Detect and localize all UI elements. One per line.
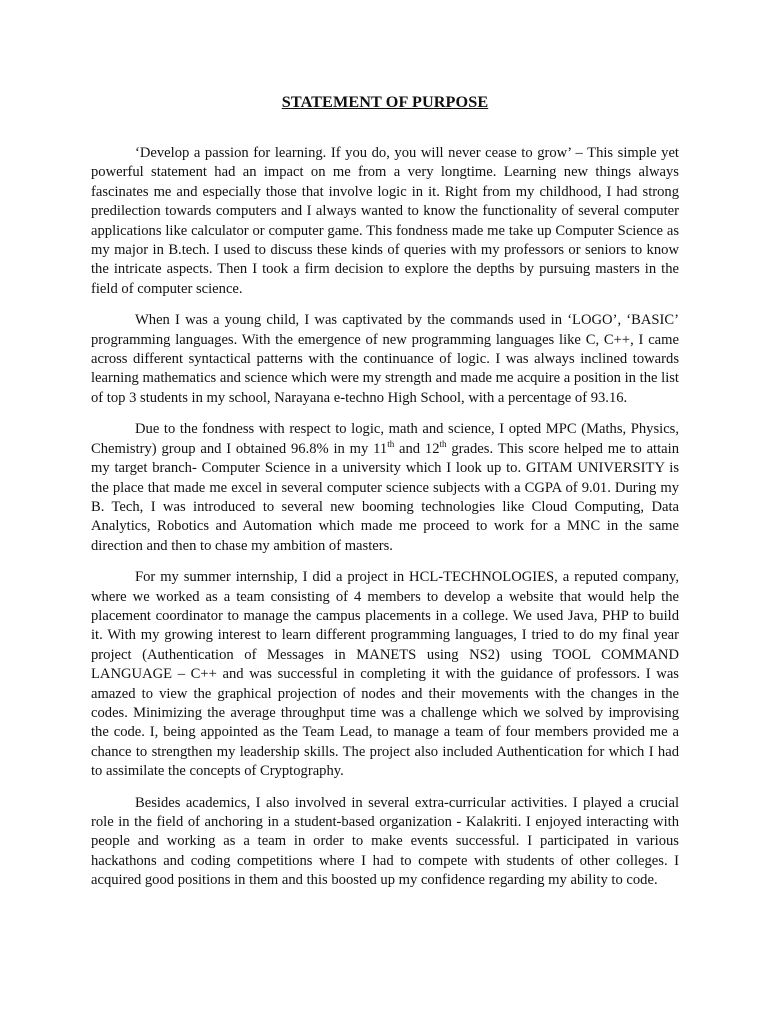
paragraph-passion: ‘Develop a passion for learning. If you do, you will never cease to grow’ – This simple yet powerful statement had an impact on me from a very longtime. Learning new things always fascinates me and especially those that involve logic in it. Right from my childhood, I had strong predilection towards computers and I always wanted to know the functionality of several computer applications like calculator or computer game. This fondness made me take up Computer Science as my major in B.tech. I used to discuss these kinds of queries with my professors or seniors to know the intricate aspects. Then I took a firm decision to explore the depths by pursuing masters in the field of computer science. [91,145,679,297]
paragraph-extracurricular: Besides academics, I also involved in several extra-curricular activities. I played a crucial role in the field of anchoring in a student-based organization - Kalakriti. I enjoyed interacting with people and working as a team in order to make events successful. I participated in various hackathons and coding competitions where I had to compete with students of other colleges. I acquired good positions in them and this boosted up my confidence regarding my ability to code. [91,794,679,889]
superscript-th-11: th [387,438,395,449]
paragraph-internship: For my summer internship, I did a project in HCL-TECHNOLOGIES, a reputed company, where we worked as a team consisting of 4 members to develop a website that would help the placement coordinator to manage the campus placements in a college. We used Java, PHP to build it. With my growing interest to learn different programming languages, I tried to do my final year project (Authentication of Messages in MANETS using NS2) using TOOL COMMAND LANGUAGE – C++ and was successful in completing it with the guidance of professors. I was amazed to view the graphical projection of nodes and their movements with the changes in the codes. Minimizing the average throughput time was a challenge which we solved by improvising the code. I, being appointed as the Team Lead, to manage a team of four members provided me a chance to strengthen my leadership skills. The project also included Authentication for which I had to assimilate the concepts of Cryptography. [91,569,679,780]
document-page [91,92,679,903]
paragraph-childhood: When I was a young child, I was captivated by the commands used in ‘LOGO’, ‘BASIC’ programming languages. With the emergence of new programming languages like C, C++, I came across different syntactical patterns with the continuance of logic. I was always inclined towards learning mathematics and science which were my strength and made me acquire a position in the list of top 3 students in my school, Narayana e-techno High School, with a percentage of 93.16. [91,312,679,406]
document-title: STATEMENT OF PURPOSE [281,93,489,111]
paragraph-education [91,420,679,556]
superscript-th-12: th [439,438,447,449]
paragraph-education-text-2: and 12 [394,440,440,457]
paragraph-education-text-1: Due to the fondness with respect to logic, math and science, I opted MPC (Maths, Physics, Chemistry) group and I obtained 96.8% in my 11 [91,421,679,457]
paragraph-education-text-3: grades. This score helped me to attain my target branch- Computer Science in a university which I look up to. GITAM UNIVERSITY is the place that made me excel in several computer science subjects with a CGPA of 9.01. During my B. Tech, I was introduced to several new booming technologies like Cloud Computing, Data Analytics, Robotics and Automation which made me proceed to work for a MNC in the same direction and then to chase my ambition of masters. [91,440,679,554]
